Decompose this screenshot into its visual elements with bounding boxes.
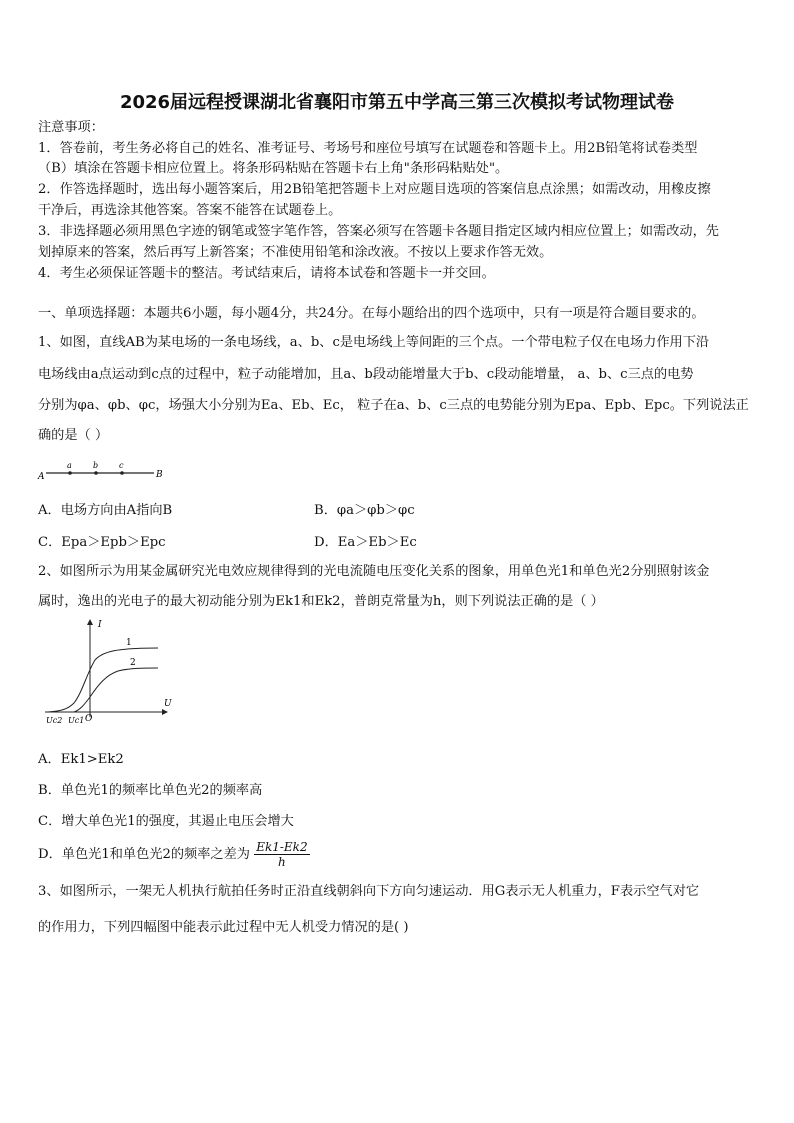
notice-line: （B）填涂在答题卡相应位置上。将条形码粘贴在答题卡右上角"条形码粘贴处"。: [38, 161, 509, 176]
notice-line: 划掉原来的答案，然后再写上新答案；不准使用铅笔和涂改液。不按以上要求作答无效。: [38, 245, 553, 260]
curve-2: [74, 668, 158, 712]
q1-line: 确的是（ ）: [38, 428, 109, 443]
x-label: U: [164, 699, 172, 709]
notice-heading: 注意事项：: [38, 120, 104, 135]
q1-line: 1、如图，直线AB为某电场的一条电场线，a、b、c是电场线上等间距的三个点。一个带电粒子仅在电场力作用下沿: [38, 335, 710, 350]
notice-line: 4．考生必须保证答题卡的整洁。考试结束后，请将本试卷和答题卡一并交回。: [38, 266, 495, 281]
notice-line: 干净后，再选涂其他答案。答案不能答在试题卷上。: [38, 203, 342, 218]
origin-label: O: [85, 714, 93, 724]
q1-option-c: C．Epa＞Epb＞Epc: [38, 535, 166, 550]
notice-line: 3．非选择题必须用黑色字迹的钢笔或签字笔作答，答案必须写在答题卡各题目指定区域内相应位置上；如需改动，先: [38, 224, 719, 239]
label-c: c: [119, 461, 124, 470]
page-title: 2026届远程授课湖北省襄阳市第五中学高三第三次模拟考试物理试卷: [119, 92, 675, 113]
label-B: B: [156, 470, 163, 480]
fraction-numerator: Ek1-Ek2: [256, 840, 308, 854]
q1-field-line-figure: [36, 458, 166, 484]
fraction-denominator: h: [278, 855, 286, 869]
point-b: [94, 471, 98, 475]
q2-option-a: A．Ek1>Ek2: [38, 752, 124, 767]
curve-1-label: 1: [126, 638, 132, 648]
y-label: I: [98, 620, 102, 630]
label-A: A: [38, 472, 45, 482]
q2-line: 属时，逸出的光电子的最大初动能分别为Ek1和Ek2，普朗克常量为h，则下列说法正确的是（ ）: [38, 594, 604, 609]
uc2-label: Uc2: [46, 716, 63, 725]
section-heading: 一、单项选择题：本题共6小题，每小题4分，共24分。在每小题给出的四个选项中，只有一项是符合题目要求的。: [38, 306, 705, 321]
q2-option-d-fraction: [254, 840, 309, 869]
notice-line: 2．作答选择题时，选出每小题答案后，用2B铅笔把答题卡上对应题目选项的答案信息点涂黑；如需改动，用橡皮擦: [38, 182, 711, 197]
q2-option-b: B．单色光1的频率比单色光2的频率高: [38, 783, 263, 798]
x-axis-arrow: [162, 709, 168, 715]
q1-option-a: A．电场方向由A指向B: [38, 503, 173, 518]
uc1-label: Uc1: [68, 716, 85, 725]
q3-line: 3、如图所示，一架无人机执行航拍任务时正沿直线朝斜向下方向匀速运动．用G表示无人机重力，F表示空气对它: [38, 884, 700, 899]
q1-option-d: D．Ea＞Eb＞Ec: [314, 535, 417, 550]
label-a: a: [67, 461, 72, 470]
q1-option-b: B．φa＞φb＞φc: [314, 503, 415, 518]
q1-line: 电场线由a点运动到c点的过程中，粒子动能增加，且a、b段动能增量大于b、c段动能增量， a、b、c三点的电势: [38, 367, 694, 382]
q2-option-c: C．增大单色光1的强度，其遏止电压会增大: [38, 814, 294, 829]
q2-line: 2、如图所示为用某金属研究光电效应规律得到的光电流随电压变化关系的图象，用单色光1和单色光2分别照射该金: [38, 564, 710, 579]
q2-option-d-text: D．单色光1和单色光2的频率之差为: [38, 847, 250, 862]
point-c: [120, 471, 124, 475]
q2-iv-graph: [40, 615, 180, 730]
q3-line: 的作用力，下列四幅图中能表示此过程中无人机受力情况的是( ): [38, 920, 409, 935]
label-b: b: [93, 461, 99, 470]
y-axis-arrow: [87, 619, 93, 625]
q2-option-d: [38, 840, 310, 869]
q1-line: 分别为φa、φb、φc，场强大小分别为Ea、Eb、Ec， 粒子在a、b、c三点的电势能分别为Epa、Epb、Epc。下列说法正: [38, 398, 749, 413]
curve-2-label: 2: [130, 658, 136, 668]
point-a: [68, 471, 72, 475]
notice-line: 1．答卷前，考生务必将自己的姓名、准考证号、考场号和座位号填写在试题卷和答题卡上。用2B铅笔将试卷类型: [38, 141, 698, 156]
